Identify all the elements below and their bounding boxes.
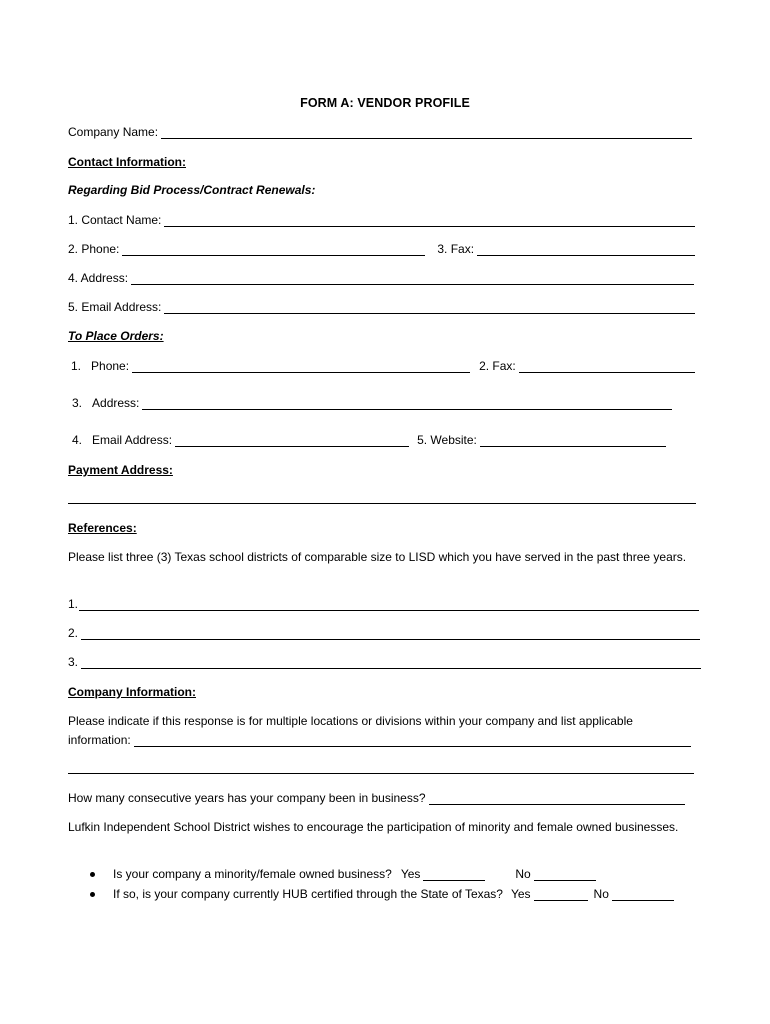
minority-question: Is your company a minority/female owned business?	[113, 867, 392, 881]
minority-yes-label: Yes	[400, 867, 421, 881]
minority-no-field[interactable]	[534, 869, 596, 881]
website-field[interactable]	[480, 435, 666, 447]
form-title: FORM A: VENDOR PROFILE	[300, 96, 470, 110]
contact-info-heading: Contact Information:	[68, 155, 186, 169]
fax-label: 3. Fax:	[437, 242, 475, 256]
phone-label: 2. Phone:	[68, 242, 120, 256]
company-name-row	[68, 125, 692, 139]
payment-address-row	[68, 492, 696, 504]
order-email-label: Email Address:	[92, 433, 173, 447]
hub-no-field[interactable]	[612, 889, 674, 901]
phone-fax-row	[68, 242, 695, 256]
references-heading: References:	[68, 521, 137, 535]
fax-field[interactable]	[477, 244, 695, 256]
minority-no-label: No	[515, 867, 531, 881]
lisd-statement: Lufkin Independent School District wishes to encourage the participation of minority and female owned businesses.	[68, 820, 679, 834]
reference-num-3: 3.	[68, 655, 79, 669]
order-email-field[interactable]	[175, 435, 409, 447]
contact-name-row	[68, 213, 695, 227]
payment-address-field[interactable]	[68, 492, 696, 504]
address-label: 4. Address:	[68, 271, 129, 285]
reference-field-2[interactable]	[81, 628, 700, 640]
order-fax-label: 2. Fax:	[479, 359, 516, 373]
years-field[interactable]	[429, 793, 685, 805]
order-phone-field[interactable]	[132, 361, 470, 373]
website-label: 5. Website:	[417, 433, 477, 447]
references-instructions: Please list three (3) Texas school districts of comparable size to LISD which you have served in the past three years.	[68, 550, 687, 564]
reference-row-2	[68, 626, 700, 640]
information-label: information:	[68, 733, 131, 747]
information-field-2[interactable]	[68, 762, 694, 774]
reference-field-1[interactable]	[79, 599, 699, 611]
order-email-website-row	[72, 433, 666, 447]
information-field[interactable]	[134, 735, 691, 747]
company-info-instructions: Please indicate if this response is for multiple locations or divisions within your company and list applicable	[68, 714, 633, 728]
hub-no-label: No	[593, 887, 609, 901]
information-continued-row	[68, 762, 694, 774]
reference-num-1: 1.	[68, 597, 79, 611]
company-name-label: Company Name:	[68, 125, 159, 139]
order-phone-label: Phone:	[91, 359, 130, 373]
bullet-minority	[90, 867, 596, 881]
bid-process-heading: Regarding Bid Process/Contract Renewals:	[68, 183, 316, 197]
reference-field-3[interactable]	[81, 657, 701, 669]
reference-num-2: 2.	[68, 626, 79, 640]
address-row	[68, 271, 694, 285]
contact-name-label: 1. Contact Name:	[68, 213, 162, 227]
order-phone-fax-row	[71, 359, 695, 373]
order-email-num: 4.	[72, 433, 83, 447]
hub-question: If so, is your company currently HUB certified through the State of Texas?	[113, 887, 503, 901]
phone-field[interactable]	[122, 244, 425, 256]
email-label: 5. Email Address:	[68, 300, 162, 314]
reference-row-1	[68, 597, 699, 611]
email-field[interactable]	[164, 302, 695, 314]
email-row	[68, 300, 695, 314]
years-row	[68, 791, 685, 805]
minority-yes-field[interactable]	[423, 869, 485, 881]
company-name-field[interactable]	[161, 127, 692, 139]
years-question: How many consecutive years has your company been in business?	[68, 791, 426, 805]
bullet-icon	[90, 872, 95, 877]
address-field[interactable]	[131, 273, 694, 285]
bullet-hub	[90, 887, 674, 901]
orders-heading: To Place Orders:	[68, 329, 164, 343]
order-fax-field[interactable]	[519, 361, 695, 373]
order-address-field[interactable]	[142, 398, 672, 410]
order-phone-num: 1.	[71, 359, 82, 373]
reference-row-3	[68, 655, 701, 669]
company-info-heading: Company Information:	[68, 685, 196, 699]
order-address-label: Address:	[92, 396, 140, 410]
order-address-num: 3.	[72, 396, 83, 410]
bullet-icon	[90, 892, 95, 897]
contact-name-field[interactable]	[164, 215, 695, 227]
hub-yes-field[interactable]	[534, 889, 588, 901]
hub-yes-label: Yes	[510, 887, 531, 901]
order-address-row	[72, 396, 672, 410]
information-row	[68, 733, 691, 747]
payment-heading: Payment Address:	[68, 463, 173, 477]
